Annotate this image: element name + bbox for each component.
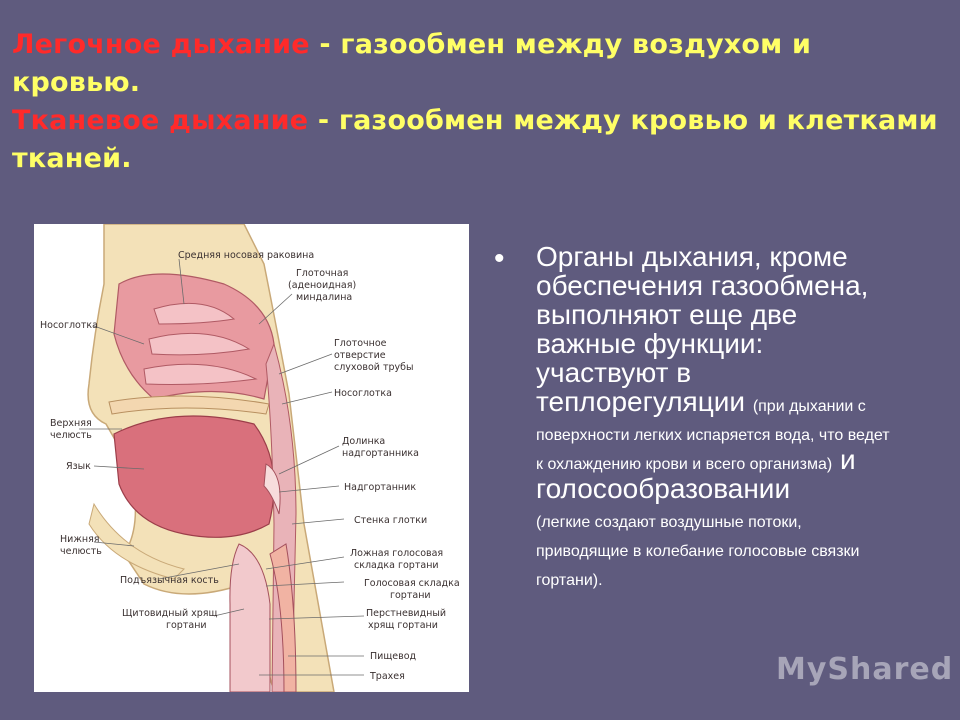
- bullet-main-text: Органы дыхания, кроме обеспечения газообмена, выполняют еще две важные функции: участвуют в теплорегуляции: [536, 241, 869, 417]
- anatomy-svg: [34, 224, 469, 692]
- label-vocal-fold-1: Голосовая складка: [364, 578, 460, 589]
- label-false-vocal-fold-2: складка гортани: [354, 560, 439, 571]
- label-cricoid-cartilage-1: Перстневидный: [366, 608, 447, 619]
- label-thyroid-cartilage-1: Щитовидный хрящ: [122, 608, 218, 619]
- bullet-point: [494, 242, 894, 590]
- bullet-main-text-2: и голосообразовании: [536, 444, 856, 504]
- label-upper-jaw-2: челюсть: [50, 430, 92, 441]
- label-nasopharynx-left: Носоглотка: [40, 320, 98, 331]
- anatomy-illustration: [34, 224, 469, 692]
- label-cricoid-cartilage-2: хрящ гортани: [368, 620, 438, 631]
- definition-lung-respiration: - газообмен между воздухом и кровью.: [12, 29, 812, 98]
- label-pharynx-wall: Стенка глотки: [354, 515, 428, 526]
- bullet-note-thermoregulation: (при дыхании с поверхности легких испаряется вода, что ведет к охлаждению крови и всего организма): [536, 398, 890, 473]
- term-lung-respiration: Легочное дыхание: [12, 29, 310, 60]
- label-pharyngeal-tonsil-3: миндалина: [296, 292, 353, 303]
- label-tube-opening-3: слуховой трубы: [334, 362, 414, 373]
- slide-header: [12, 26, 942, 178]
- label-tube-opening-1: Глоточное: [334, 338, 387, 349]
- label-thyroid-cartilage-2: гортани: [166, 620, 207, 631]
- bullet-note-voice: (легкие создают воздушные потоки, приводящие в колебание голосовые связки гортани).: [536, 514, 860, 589]
- label-esophagus: Пищевод: [370, 651, 417, 662]
- watermark: MyShared: [776, 652, 954, 687]
- label-upper-jaw-1: Верхняя: [50, 418, 92, 429]
- term-tissue-respiration: Тканевое дыхание: [12, 105, 309, 136]
- label-middle-nasal-concha: Средняя носовая раковина: [178, 250, 315, 261]
- bullet-dot: •: [494, 242, 505, 275]
- label-nasopharynx-right: Носоглотка: [334, 388, 392, 399]
- label-trachea: Трахея: [370, 671, 405, 682]
- label-lower-jaw-2: челюсть: [60, 546, 102, 557]
- label-hyoid-bone: Подъязычная кость: [120, 575, 219, 586]
- label-pharyngeal-tonsil-2: (аденоидная): [288, 280, 357, 291]
- label-lower-jaw-1: Нижняя: [60, 534, 100, 545]
- label-vocal-fold-2: гортани: [390, 590, 431, 601]
- label-epiglottis: Надгортанник: [344, 482, 417, 493]
- label-tongue: Язык: [66, 461, 91, 472]
- definition-tissue-respiration: - газообмен между кровью и клетками тканей.: [12, 105, 938, 174]
- label-vallecula-1: Долинка: [342, 436, 386, 447]
- label-tube-opening-2: отверстие: [334, 350, 386, 361]
- label-false-vocal-fold-1: Ложная голосовая: [350, 548, 444, 559]
- label-pharyngeal-tonsil-1: Глоточная: [296, 268, 349, 279]
- bullet-body: [536, 242, 894, 590]
- label-vallecula-2: надгортанника: [342, 448, 419, 459]
